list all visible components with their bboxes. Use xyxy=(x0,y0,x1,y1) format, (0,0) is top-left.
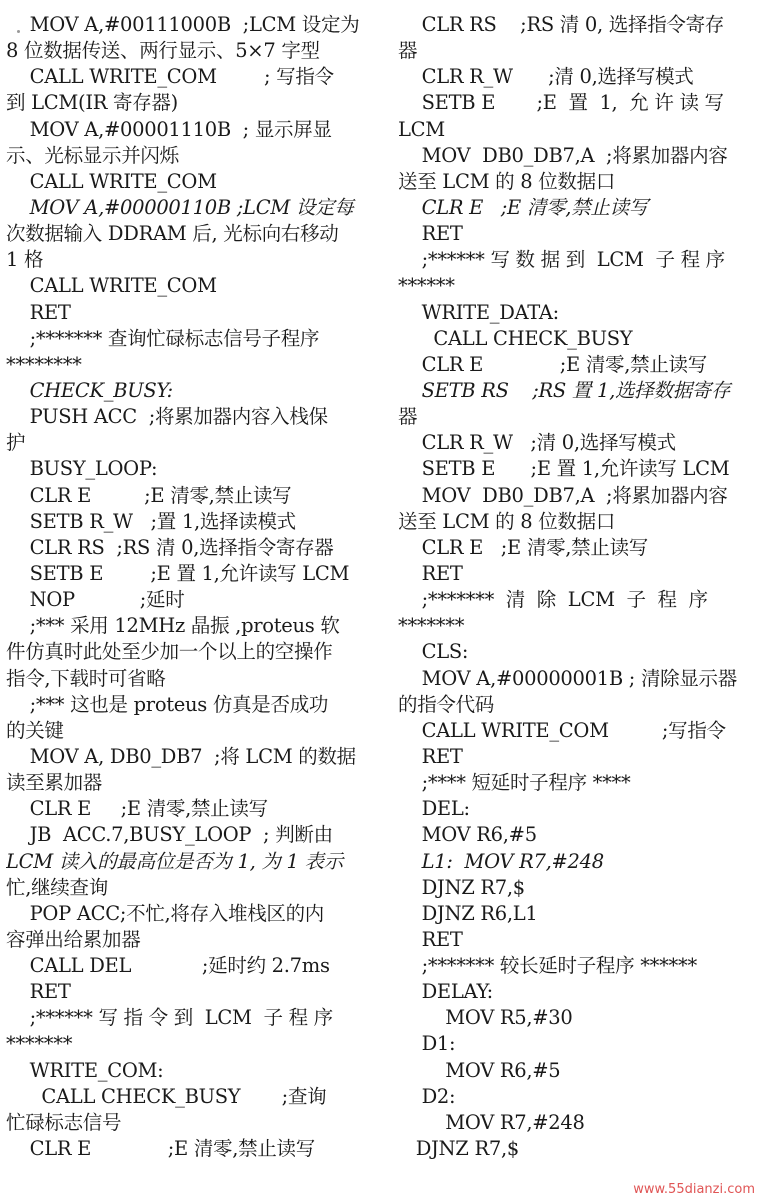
code-line: ******** xyxy=(6,352,82,376)
code-line: MOV DB0_DB7,A ;将累加器内容 xyxy=(398,143,728,167)
code-line: MOV R7,#248 xyxy=(398,1110,585,1134)
code-line: CLR R_W ;清 0,选择写模式 xyxy=(398,65,694,89)
code-line: SETB E ;E 置 1, 允 许 读 写 xyxy=(398,91,724,115)
code-line: 护 xyxy=(6,431,26,455)
code-line: ;****** 写 指 令 到 LCM 子 程 序 xyxy=(6,1006,333,1030)
code-line: RET xyxy=(6,300,71,324)
code-line: MOV R6,#5 xyxy=(398,1058,561,1082)
code-line: MOV A,#00111000B ;LCM 设定为 xyxy=(6,13,360,36)
code-line: BUSY_LOOP: xyxy=(6,457,158,481)
code-line: 件仿真时此处至少加一个以上的空操作 xyxy=(6,640,333,664)
code-line: MOV A, DB0_DB7 ;将 LCM 的数据 xyxy=(6,744,356,768)
code-line: L1: MOV R7,#248 xyxy=(398,849,604,873)
site-watermark: www.55dianzi.com xyxy=(633,1182,755,1197)
code-line: CLR RS ;RS 清 0, 选择指令寄存 xyxy=(398,13,724,36)
code-line: ****** xyxy=(398,274,455,298)
code-line: ;****** 写 数 据 到 LCM 子 程 序 xyxy=(398,248,725,272)
code-line: MOV R6,#5 xyxy=(398,823,537,847)
code-line: 的关键 xyxy=(6,718,64,742)
code-line: RET xyxy=(398,927,463,951)
code-line: CLR E ;E 清零,禁止读写 xyxy=(398,352,707,376)
code-line: ;******* 较长延时子程序 ****** xyxy=(398,954,697,978)
code-line: DELAY: xyxy=(398,980,493,1004)
code-line: 1 格 xyxy=(6,248,44,272)
code-line: ******* xyxy=(398,614,465,638)
code-line: ;**** 短延时子程序 **** xyxy=(398,771,631,795)
code-line: 忙碌标志信号 xyxy=(6,1110,122,1134)
code-line: CLR E ;E 清零,禁止读写 xyxy=(6,483,292,507)
code-line: CLR E ;E 清零,禁止读写 xyxy=(6,797,268,821)
code-line: SETB E ;E 置 1,允许读写 LCM xyxy=(6,561,350,585)
code-line: DJNZ R6,L1 xyxy=(398,901,538,925)
code-line: LCM 读入的最高位是否为 1, 为 1 表示 xyxy=(6,849,343,873)
right-code-column xyxy=(398,12,758,1162)
code-line: ;******* 查询忙碌标志信号子程序 xyxy=(6,326,320,350)
code-line: D2: xyxy=(398,1084,456,1108)
code-line: JB ACC.7,BUSY_LOOP ; 判断由 xyxy=(6,823,333,847)
code-line: MOV A,#00000110B ;LCM 设定每 xyxy=(6,195,354,219)
code-line: CALL CHECK_BUSY ;查询 xyxy=(6,1084,327,1108)
code-line: MOV DB0_DB7,A ;将累加器内容 xyxy=(398,483,728,507)
code-line: DEL: xyxy=(398,797,470,821)
code-line: SETB RS ;RS 置 1,选择数据寄存 xyxy=(398,378,731,402)
code-line: SETB R_W ;置 1,选择读模式 xyxy=(6,509,296,533)
code-line: 次数据输入 DDRAM 后, 光标向右移动 xyxy=(6,222,339,246)
code-line: D1: xyxy=(398,1032,456,1056)
code-line: CLR RS ;RS 清 0,选择指令寄存器 xyxy=(6,535,334,559)
code-line: MOV A,#00001110B ; 显示屏显 xyxy=(6,117,332,141)
code-line: RET xyxy=(398,744,463,768)
code-line: ;******* 清 除 LCM 子 程 序 xyxy=(398,588,708,612)
code-line: CLR E ;E 清零,禁止读写 xyxy=(398,195,648,219)
code-line: ******* xyxy=(6,1032,73,1056)
code-line: SETB E ;E 置 1,允许读写 LCM xyxy=(398,457,730,481)
code-line: CALL WRITE_COM xyxy=(6,274,217,298)
code-line: CLR E ;E 清零,禁止读写 xyxy=(398,535,648,559)
code-line: CLR E ;E 清零,禁止读写 xyxy=(6,1137,315,1161)
code-line: WRITE_DATA: xyxy=(398,300,559,324)
code-line: POP ACC;不忙,将存入堆栈区的内 xyxy=(6,901,325,925)
code-line: 送至 LCM 的 8 位数据口 xyxy=(398,169,616,193)
code-line: 8 位数据传送、两行显示、5×7 字型 xyxy=(6,39,320,63)
code-line: ;*** 这也是 proteus 仿真是否成功 xyxy=(6,692,329,716)
code-line: MOV A,#00000001B ; 清除显示器 xyxy=(398,666,737,690)
code-line: ;*** 采用 12MHz 晶振 ,proteus 软 xyxy=(6,614,340,638)
code-line: 的指令代码 xyxy=(398,692,495,716)
code-line: DJNZ R7,$ xyxy=(398,875,525,899)
code-line: CLS: xyxy=(398,640,469,664)
code-line: RET xyxy=(398,222,463,246)
code-line: 送至 LCM 的 8 位数据口 xyxy=(398,509,616,533)
code-line: NOP ;延时 xyxy=(6,588,185,612)
code-line: 器 xyxy=(398,39,418,63)
code-line: 忙,继续查询 xyxy=(6,875,108,899)
code-line: RET xyxy=(398,561,463,585)
code-line: LCM xyxy=(398,117,445,141)
left-code-column xyxy=(6,12,380,1162)
code-line: DJNZ R7,$ xyxy=(398,1137,519,1161)
code-line: CLR R_W ;清 0,选择写模式 xyxy=(398,431,676,455)
code-line: 器 xyxy=(398,405,418,429)
code-line: CHECK_BUSY: xyxy=(6,378,173,402)
code-line: 示、光标显示并闪烁 xyxy=(6,143,179,167)
code-line: 容弹出给累加器 xyxy=(6,927,141,951)
code-line: WRITE_COM: xyxy=(6,1058,164,1082)
code-line: CALL WRITE_COM ;写指令 xyxy=(398,718,726,742)
code-line: PUSH ACC ;将累加器内容入栈保 xyxy=(6,405,328,429)
code-line: CALL WRITE_COM xyxy=(6,169,217,193)
code-line: 到 LCM(IR 寄存器) xyxy=(6,91,178,115)
code-line: RET xyxy=(6,980,71,1004)
code-line: CALL DEL ;延时约 2.7ms xyxy=(6,954,330,978)
code-line: CALL WRITE_COM ; 写指令 xyxy=(6,65,334,89)
code-line: MOV R5,#30 xyxy=(398,1006,573,1030)
code-line: 读至累加器 xyxy=(6,771,103,795)
code-line: CALL CHECK_BUSY xyxy=(398,326,633,350)
code-line: 指令,下载时可省略 xyxy=(6,666,166,690)
